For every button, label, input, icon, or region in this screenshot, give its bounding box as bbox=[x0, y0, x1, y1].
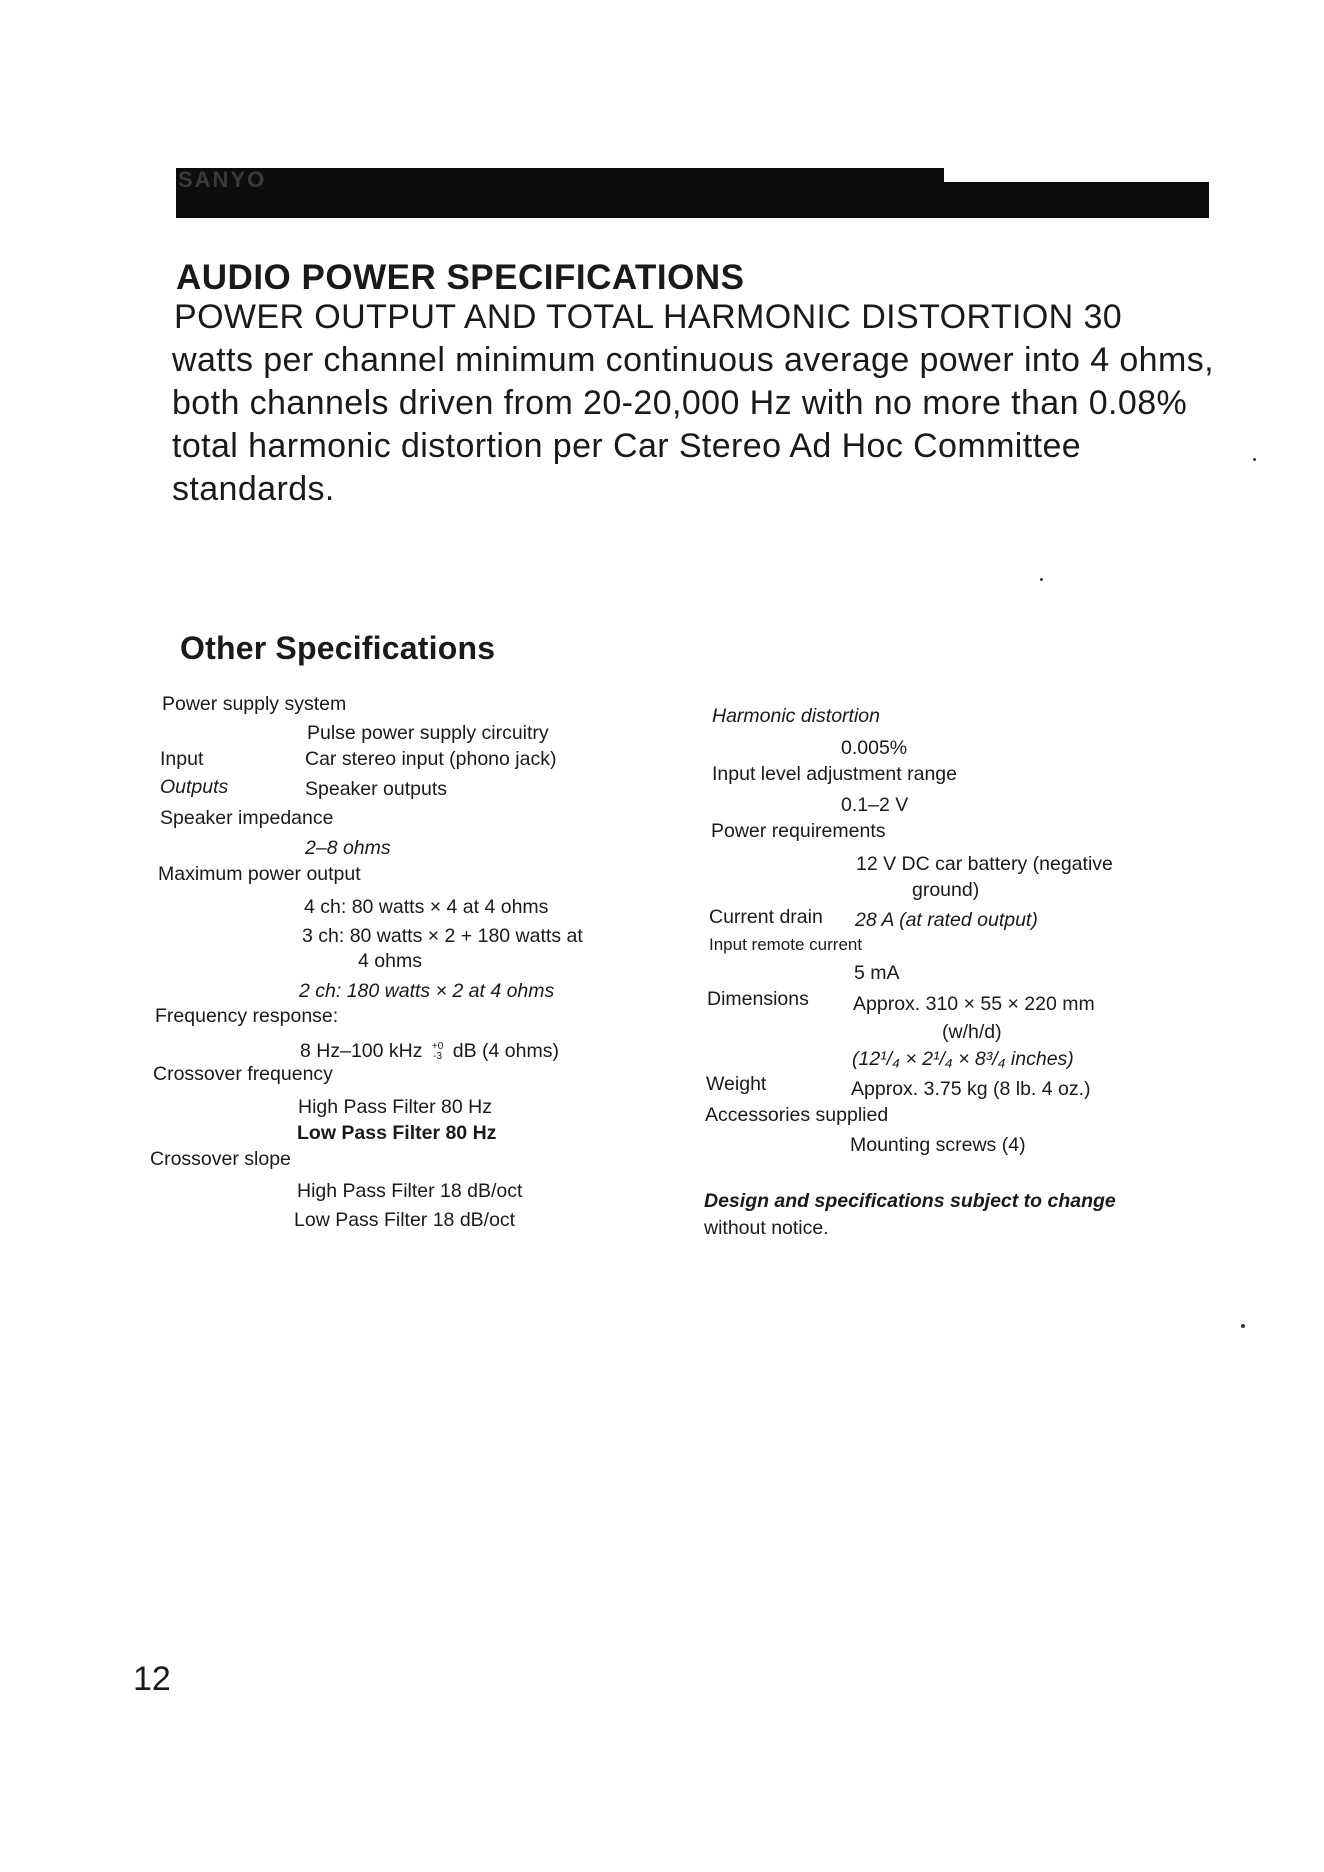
spec-label-harmonic-distortion: Harmonic distortion bbox=[712, 705, 880, 727]
spec-label-crossover-frequency: Crossover frequency bbox=[153, 1063, 333, 1085]
spec-value-outputs: Speaker outputs bbox=[305, 778, 448, 800]
spec-value-impedance: 2–8 ohms bbox=[305, 837, 391, 859]
audio-power-line: watts per channel minimum continuous average power into 4 ohms, bbox=[172, 341, 1214, 379]
specs-notice-line-2: without notice. bbox=[704, 1217, 829, 1239]
tolerance-plus: +0 bbox=[431, 1040, 444, 1052]
spec-label-input: Input bbox=[160, 748, 204, 770]
spec-value-power-supply: Pulse power supply circuitry bbox=[307, 722, 549, 744]
spec-value-max-power-3ch: 3 ch: 80 watts × 2 + 180 watts at bbox=[302, 925, 583, 947]
spec-value-max-power-2ch: 2 ch: 180 watts × 2 at 4 ohms bbox=[299, 980, 555, 1002]
audio-power-line: both channels driven from 20-20,000 Hz with no more than 0.08% bbox=[172, 384, 1188, 422]
spec-label-crossover-slope: Crossover slope bbox=[150, 1148, 291, 1170]
spec-label-freq-response: Frequency response: bbox=[155, 1005, 339, 1027]
spec-label-impedance: Speaker impedance bbox=[160, 807, 334, 829]
spec-value-power-requirements-cont: ground) bbox=[912, 879, 980, 901]
spec-label-input-level: Input level adjustment range bbox=[712, 763, 957, 785]
page-number: 12 bbox=[133, 1660, 171, 1698]
header-band bbox=[176, 182, 1209, 218]
spec-label-max-power: Maximum power output bbox=[158, 863, 361, 885]
spec-value-slope-lpf: Low Pass Filter 18 dB/oct bbox=[294, 1209, 516, 1231]
spec-value-max-power-3ch-cont: 4 ohms bbox=[358, 950, 422, 972]
freq-response-unit: dB (4 ohms) bbox=[452, 1040, 559, 1062]
spec-value-harmonic-distortion: 0.005% bbox=[841, 737, 908, 759]
spec-value-remote-current: 5 mA bbox=[854, 962, 900, 984]
other-specs-title: Other Specifications bbox=[180, 630, 496, 666]
spec-value-crossover-hpf: High Pass Filter 80 Hz bbox=[298, 1096, 492, 1118]
spec-value-current-drain: 28 A (at rated output) bbox=[855, 909, 1038, 931]
spec-label-dimensions: Dimensions bbox=[707, 988, 809, 1010]
scan-speck bbox=[1253, 458, 1256, 461]
spec-label-remote-current: Input remote current bbox=[709, 935, 863, 954]
freq-response-range: 8 Hz–100 kHz bbox=[300, 1040, 423, 1062]
scan-speck bbox=[1241, 1324, 1245, 1328]
spec-label-outputs: Outputs bbox=[160, 776, 229, 798]
notice-text: Design and specifications subject to change bbox=[704, 1190, 1116, 1212]
audio-power-line: total harmonic distortion per Car Stereo Ad Hoc Committee bbox=[172, 427, 1082, 465]
spec-value-max-power-4ch: 4 ch: 80 watts × 4 at 4 ohms bbox=[304, 896, 549, 918]
spec-label-power-supply: Power supply system bbox=[162, 693, 347, 715]
header-bar bbox=[176, 168, 1209, 218]
audio-power-title: AUDIO POWER SPECIFICATIONS bbox=[176, 258, 745, 297]
tolerance-minus: -3 bbox=[433, 1050, 443, 1062]
scan-speck bbox=[1040, 578, 1043, 581]
spec-value-dimensions: Approx. 310 × 55 × 220 mm bbox=[853, 993, 1095, 1015]
spec-value-crossover-lpf: Low Pass Filter 80 Hz bbox=[297, 1122, 497, 1144]
spec-label-accessories: Accessories supplied bbox=[705, 1104, 889, 1126]
spec-value-dimensions-inches: (12¹/₄ × 2¹/₄ × 8³/₄ inches) bbox=[852, 1048, 1074, 1070]
spec-value-power-requirements: 12 V DC car battery (negative bbox=[856, 853, 1113, 875]
freq-response-tolerance bbox=[432, 1042, 443, 1062]
spec-value-weight: Approx. 3.75 kg (8 lb. 4 oz.) bbox=[851, 1078, 1091, 1100]
spec-value-input: Car stereo input (phono jack) bbox=[305, 748, 557, 770]
audio-power-line: standards. bbox=[172, 470, 335, 508]
specs-notice-line bbox=[704, 1190, 1116, 1213]
audio-power-paragraph bbox=[172, 296, 1262, 511]
spec-value-slope-hpf: High Pass Filter 18 dB/oct bbox=[297, 1180, 523, 1202]
audio-power-line: POWER OUTPUT AND TOTAL HARMONIC DISTORTION 30 bbox=[174, 298, 1123, 336]
brand-logo: SANYO bbox=[178, 167, 267, 192]
spec-value-accessories: Mounting screws (4) bbox=[850, 1134, 1026, 1156]
spec-label-weight: Weight bbox=[706, 1073, 767, 1095]
spec-label-power-requirements: Power requirements bbox=[711, 820, 886, 842]
spec-value-dimensions-unit: (w/h/d) bbox=[942, 1021, 1002, 1043]
spec-label-current-drain: Current drain bbox=[709, 906, 823, 928]
spec-value-input-level: 0.1–2 V bbox=[841, 794, 909, 816]
spec-value-freq-response bbox=[300, 1040, 559, 1063]
